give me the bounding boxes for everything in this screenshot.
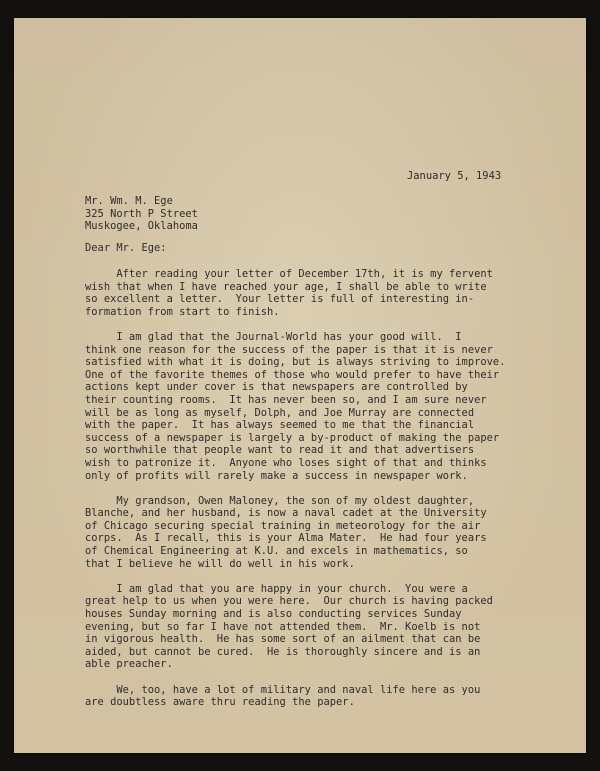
- address-line: Muskogee, Oklahoma: [85, 220, 198, 233]
- letter-date: January 5, 1943: [407, 170, 502, 182]
- text-line: satisfied with what it is doing, but is always striving to improve.: [85, 356, 506, 369]
- text-line: wish to patronize it. Anyone who loses sight of that and thinks: [85, 456, 487, 469]
- text-line: formation from start to finish.: [85, 305, 280, 318]
- text-line: able preacher.: [85, 658, 173, 671]
- text-line: only of profits will rarely make a success in newspaper work.: [85, 469, 468, 482]
- text-line: so worthwhile that people want to read it and that advertisers: [85, 444, 475, 457]
- text-line: that I believe he will do well in his work.: [85, 557, 355, 570]
- text-line: wish that when I have reached your age, I shall be able to write: [85, 280, 487, 293]
- text-line: of Chemical Engineering at K.U. and excels in mathematics, so: [85, 545, 468, 558]
- recipient-address: [85, 195, 198, 233]
- text-line: aided, but cannot be cured. He is thoroughly sincere and is an: [85, 645, 481, 658]
- text-line: their counting rooms. It has never been so, and I am sure never: [85, 393, 487, 406]
- text-line: so excellent a letter. Your letter is full of interesting in-: [85, 293, 475, 306]
- text-line: with the paper. It has always seemed to me that the financial: [85, 419, 475, 432]
- text-line: think one reason for the success of the paper is that it is never: [85, 343, 493, 356]
- paragraph: [85, 583, 585, 671]
- text-line: We, too, have a lot of military and naval life here as you: [85, 683, 481, 696]
- address-line: Mr. Wm. M. Ege: [85, 195, 173, 207]
- text-line: will be as long as myself, Dolph, and Joe Murray are connected: [85, 406, 475, 419]
- letter-body: [85, 268, 585, 721]
- paragraph: [85, 684, 585, 709]
- text-line: I am glad that the Journal-World has your good will. I: [85, 330, 462, 343]
- text-line: Blanche, and her husband, is now a naval cadet at the University: [85, 507, 487, 520]
- text-line: success of a newspaper is largely a by-product of making the paper: [85, 431, 500, 444]
- address-line: 325 North P Street: [85, 207, 198, 220]
- text-line: are doubtless aware thru reading the paper.: [85, 696, 355, 709]
- typed-letter: [14, 18, 586, 753]
- paragraph: [85, 331, 585, 482]
- text-line: actions kept under cover is that newspapers are controlled by: [85, 381, 468, 394]
- text-line: corps. As I recall, this is your Alma Mater. He had four years: [85, 532, 487, 545]
- text-line: I am glad that you are happy in your church. You were a: [85, 582, 468, 595]
- text-line: One of the favorite themes of those who would prefer to have their: [85, 368, 500, 381]
- text-line: After reading your letter of December 17th, it is my fervent: [85, 268, 493, 280]
- text-line: evening, but so far I have not attended them. Mr. Koelb is not: [85, 620, 481, 633]
- text-line: in vigorous health. He has some sort of an ailment that can be: [85, 633, 481, 646]
- paragraph: [85, 268, 585, 318]
- letter-page: [14, 18, 586, 753]
- text-line: of Chicago securing special training in meteorology for the air: [85, 519, 481, 532]
- text-line: houses Sunday morning and is also conducting services Sunday: [85, 608, 462, 621]
- text-line: great help to us when you were here. Our church is having packed: [85, 595, 493, 608]
- text-line: My grandson, Owen Maloney, the son of my oldest daughter,: [85, 494, 475, 507]
- salutation: Dear Mr. Ege:: [85, 242, 167, 254]
- paragraph: [85, 495, 585, 571]
